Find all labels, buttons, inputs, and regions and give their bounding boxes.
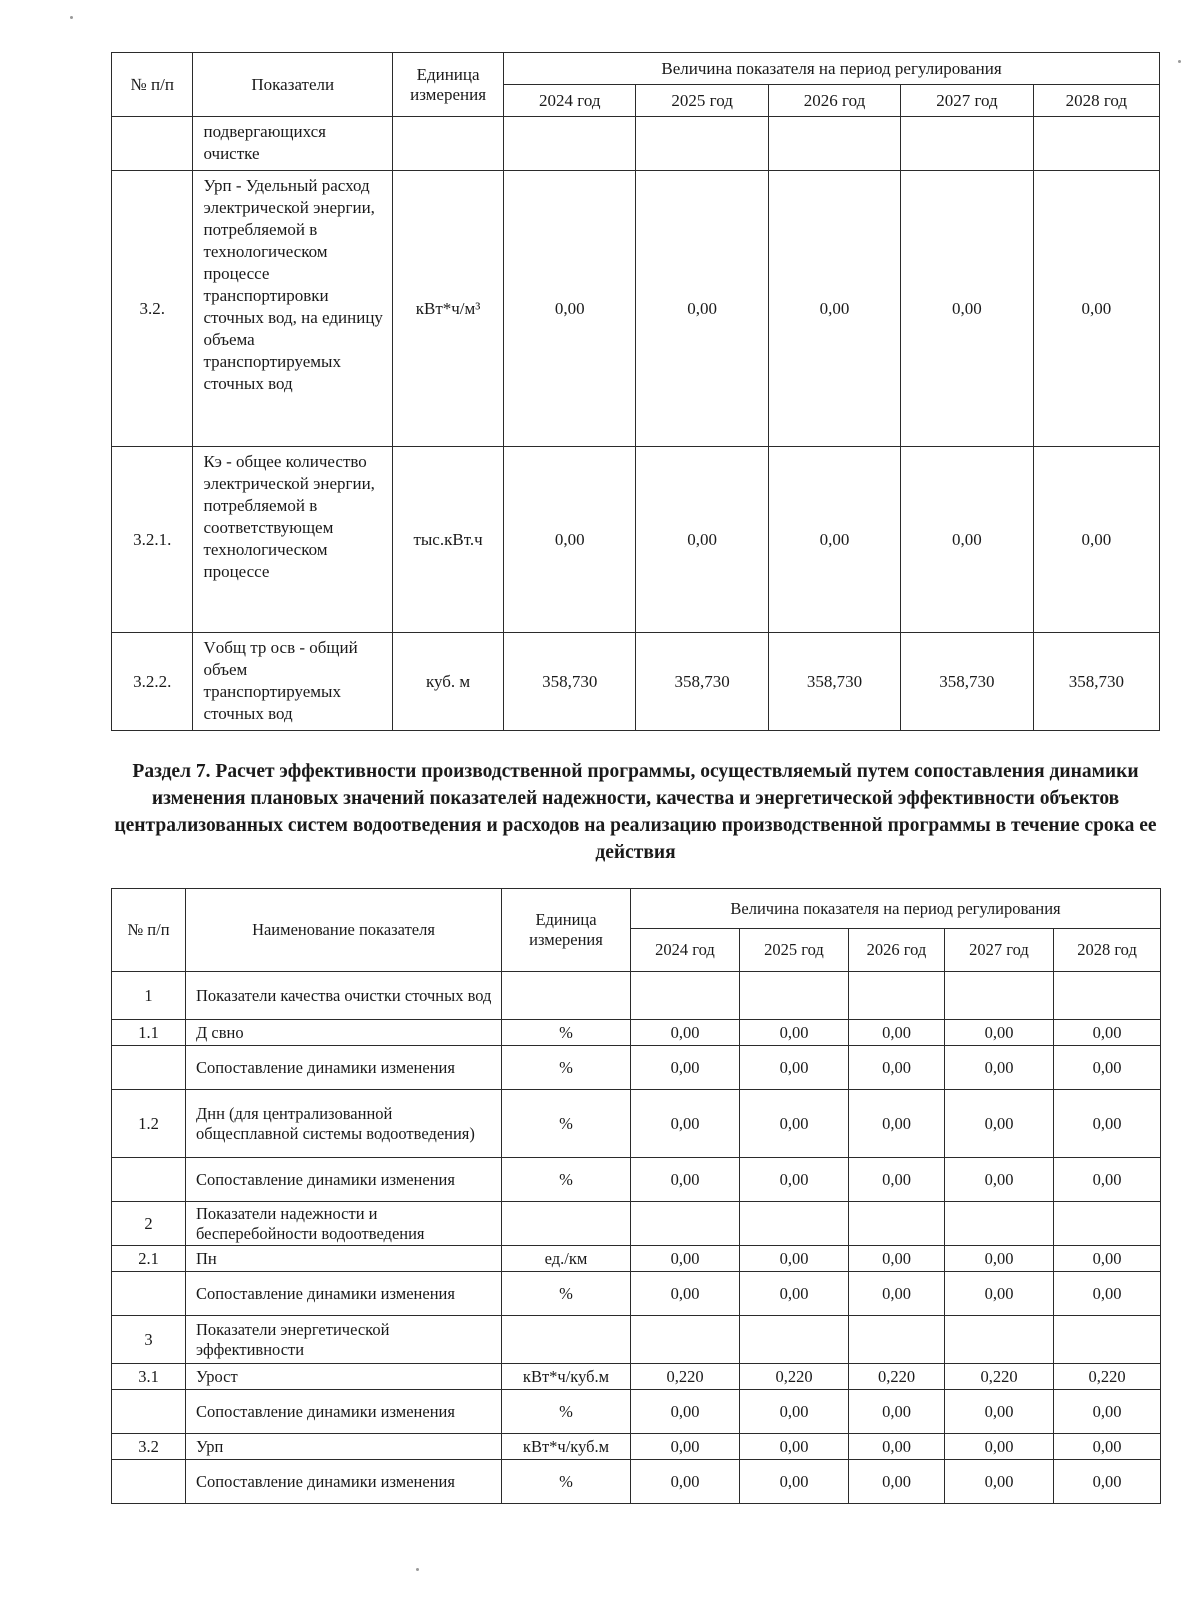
row-value: 0,00 [945,1158,1054,1202]
row-value: 0,00 [849,1020,945,1046]
row-value [631,1316,740,1364]
row-value: 0,00 [849,1090,945,1158]
section-title: Раздел 7. Расчет эффективности производственной программы, осуществляемый путем сопоставления динамики изменения плановых значений показателей надежности, качества и энергетической эффективности объектов централизованных систем водоотведения и расходов на реализацию производственной программы в течение срока ее действия [114,761,1157,863]
header-year: 2026 год [768,85,900,117]
row-value: 0,00 [631,1046,740,1090]
table-row [112,171,1160,447]
row-value: 0,00 [849,1246,945,1272]
row-value: 358,730 [504,633,636,731]
row-value: 0,00 [849,1046,945,1090]
row-value: 0,00 [740,1090,849,1158]
row-value: 0,00 [1054,1434,1161,1460]
header-period: Величина показателя на период регулирования [504,53,1160,85]
row-value: 0,00 [1054,1046,1161,1090]
row-value [1033,117,1159,171]
row-value [740,1316,849,1364]
row-num: 1.1 [112,1020,186,1046]
row-value: 0,00 [1054,1460,1161,1504]
table-row [112,1364,1161,1390]
row-name: Vобщ тр осв - общий объем транспортируемых сточных вод [193,633,393,731]
row-value: 0,00 [901,171,1033,447]
row-unit [393,117,504,171]
row-unit: % [502,1046,631,1090]
row-value: 0,00 [1054,1020,1161,1046]
row-num: 1 [112,972,186,1020]
row-value: 0,00 [631,1090,740,1158]
row-value: 0,00 [1033,447,1159,633]
row-name: Днн (для централизованной общесплавной системы водоотведения) [186,1090,502,1158]
row-num [112,1272,186,1316]
row-num: 3.2.1. [112,447,193,633]
table-row [112,1272,1161,1316]
table-row [112,1202,1161,1246]
row-value [901,117,1033,171]
row-value: 0,220 [849,1364,945,1390]
row-unit: куб. м [393,633,504,731]
row-value: 0,00 [945,1090,1054,1158]
row-name: Пн [186,1246,502,1272]
row-name: Урп - Удельный расход электрической энергии, потребляемой в технологическом процессе транспортировки сточных вод, на единицу объема транспортируемых сточных вод [193,171,393,447]
row-name: Урп [186,1434,502,1460]
row-num [112,1390,186,1434]
row-unit: % [502,1390,631,1434]
row-unit: % [502,1020,631,1046]
row-name: Д свно [186,1020,502,1046]
row-value: 0,00 [740,1020,849,1046]
scan-speck [416,1568,419,1571]
row-num: 2.1 [112,1246,186,1272]
table-row [112,1390,1161,1434]
row-value: 0,00 [631,1460,740,1504]
row-value [1054,972,1161,1020]
row-value [849,1316,945,1364]
header-year: 2028 год [1054,929,1161,972]
row-value: 0,00 [945,1246,1054,1272]
row-name: Сопоставление динамики изменения [186,1390,502,1434]
row-value: 0,00 [768,171,900,447]
row-unit: ед./км [502,1246,631,1272]
table-row [112,447,1160,633]
header-year: 2027 год [901,85,1033,117]
header-year: 2025 год [740,929,849,972]
row-name: Показатели надежности и бесперебойности водоотведения [186,1202,502,1246]
row-value: 0,00 [631,1390,740,1434]
row-unit: % [502,1272,631,1316]
row-value [945,1202,1054,1246]
table-row [112,1246,1161,1272]
row-name: Сопоставление динамики изменения [186,1460,502,1504]
row-num: 3 [112,1316,186,1364]
header-indicator: Показатели [193,53,393,117]
row-value: 0,00 [945,1390,1054,1434]
row-value: 0,00 [631,1272,740,1316]
row-unit: кВт*ч/м³ [393,171,504,447]
table-row [112,1460,1161,1504]
row-value: 0,00 [631,1158,740,1202]
table-row [112,1434,1161,1460]
indicators-table-continued [111,52,1160,731]
header-year: 2025 год [636,85,768,117]
row-value: 0,00 [901,447,1033,633]
row-value [1054,1202,1161,1246]
header-num: № п/п [112,53,193,117]
row-value [631,1202,740,1246]
row-num: 1.2 [112,1090,186,1158]
row-value: 0,00 [636,171,768,447]
row-value: 358,730 [901,633,1033,731]
row-value [945,972,1054,1020]
row-unit: кВт*ч/куб.м [502,1364,631,1390]
header-period: Величина показателя на период регулирования [631,889,1161,929]
header-year: 2024 год [504,85,636,117]
row-num: 3.1 [112,1364,186,1390]
row-name: Сопоставление динамики изменения [186,1158,502,1202]
row-num: 3.2. [112,171,193,447]
row-value: 0,00 [740,1390,849,1434]
header-unit: Единица измерения [393,53,504,117]
row-value: 0,00 [849,1460,945,1504]
row-value: 0,00 [631,1434,740,1460]
row-num [112,117,193,171]
header-year: 2024 год [631,929,740,972]
row-value: 0,00 [740,1434,849,1460]
row-value [636,117,768,171]
row-unit [502,972,631,1020]
row-value: 0,00 [740,1246,849,1272]
row-num [112,1460,186,1504]
header-num: № п/п [112,889,186,972]
row-value [631,972,740,1020]
row-num [112,1046,186,1090]
row-name: Показатели качества очистки сточных вод [186,972,502,1020]
row-value [1054,1316,1161,1364]
row-value: 0,220 [631,1364,740,1390]
row-name: подвергающихся очистке [193,117,393,171]
row-value: 0,00 [849,1272,945,1316]
scan-speck [1178,60,1181,63]
header-year: 2028 год [1033,85,1159,117]
header-year: 2026 год [849,929,945,972]
row-value: 0,00 [1054,1090,1161,1158]
row-num: 2 [112,1202,186,1246]
row-name: Сопоставление динамики изменения [186,1272,502,1316]
row-unit [502,1202,631,1246]
row-value [768,117,900,171]
table-row [112,633,1160,731]
row-value [740,972,849,1020]
row-value: 0,00 [1054,1272,1161,1316]
row-num [112,1158,186,1202]
table-row [112,1316,1161,1364]
row-value: 0,00 [504,447,636,633]
table-row [112,117,1160,171]
row-value: 0,220 [945,1364,1054,1390]
row-value: 358,730 [1033,633,1159,731]
row-value: 0,00 [849,1434,945,1460]
row-name: Урост [186,1364,502,1390]
row-value [849,1202,945,1246]
scan-speck [70,16,73,19]
row-value: 0,00 [945,1272,1054,1316]
row-unit [502,1316,631,1364]
row-unit: тыс.кВт.ч [393,447,504,633]
row-value: 0,00 [740,1272,849,1316]
row-name: Показатели энергетической эффективности [186,1316,502,1364]
row-value: 0,00 [504,171,636,447]
row-value: 358,730 [636,633,768,731]
table-row [112,972,1161,1020]
row-value: 0,00 [740,1046,849,1090]
row-value: 0,00 [1054,1158,1161,1202]
row-num: 3.2 [112,1434,186,1460]
table-row [112,1158,1161,1202]
row-unit: % [502,1090,631,1158]
header-indicator: Наименование показателя [186,889,502,972]
table-row [112,1020,1161,1046]
row-value: 358,730 [768,633,900,731]
row-value: 0,00 [849,1158,945,1202]
row-value: 0,00 [1054,1390,1161,1434]
row-name: Сопоставление динамики изменения [186,1046,502,1090]
row-value [945,1316,1054,1364]
table-row [112,1046,1161,1090]
row-unit: % [502,1158,631,1202]
row-value: 0,00 [849,1390,945,1434]
efficiency-table [111,888,1161,1504]
row-num: 3.2.2. [112,633,193,731]
row-value: 0,00 [636,447,768,633]
header-year: 2027 год [945,929,1054,972]
row-value: 0,00 [768,447,900,633]
row-value [849,972,945,1020]
row-value [504,117,636,171]
row-value: 0,00 [1054,1246,1161,1272]
row-value: 0,00 [945,1460,1054,1504]
row-unit: % [502,1460,631,1504]
row-value: 0,00 [1033,171,1159,447]
row-value: 0,220 [740,1364,849,1390]
row-value: 0,00 [631,1246,740,1272]
row-value: 0,00 [740,1158,849,1202]
row-value: 0,00 [945,1020,1054,1046]
row-value [740,1202,849,1246]
row-value: 0,00 [740,1460,849,1504]
row-value: 0,220 [1054,1364,1161,1390]
row-unit: кВт*ч/куб.м [502,1434,631,1460]
table-row [112,1090,1161,1158]
header-unit: Единица измерения [502,889,631,972]
row-value: 0,00 [945,1434,1054,1460]
row-value: 0,00 [631,1020,740,1046]
row-value: 0,00 [945,1046,1054,1090]
row-name: Кэ - общее количество электрической энергии, потребляемой в соответствующем технологическом процессе [193,447,393,633]
